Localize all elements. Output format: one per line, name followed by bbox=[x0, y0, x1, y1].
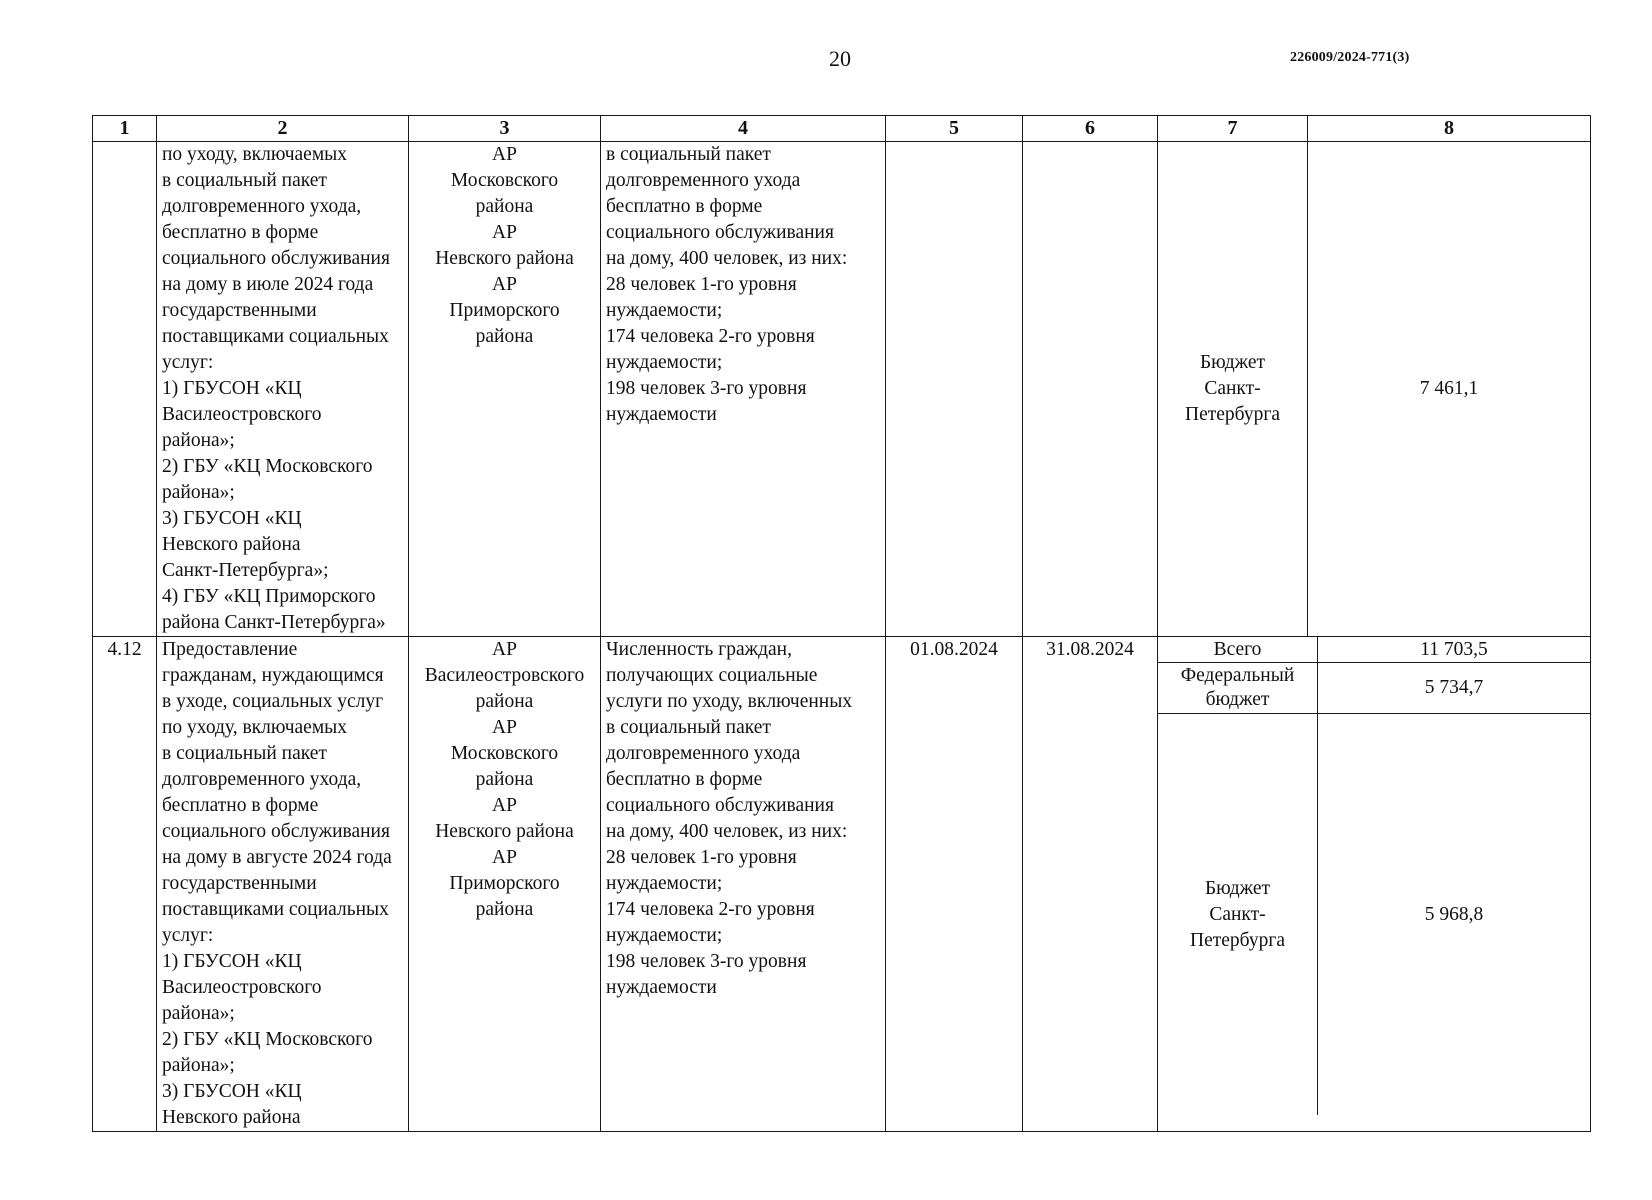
funding-amounts bbox=[1318, 637, 1590, 1115]
column-header-2: 2 bbox=[157, 116, 409, 142]
document-code: 226009/2024-771(3) bbox=[1290, 50, 1410, 65]
row1-funding-source: Бюджет Санкт- Петербурга bbox=[1158, 142, 1308, 637]
row2-indicator: Численность граждан, получающих социальные услуги по уходу, включенных в социальный пакет долговременного ухода бесплатно в форме социального обслуживания на дому, 400 человек, из них: 28 человек 1-го уровня нуждаемости; 174 человека 2-го уровня нуждаемости; 198 человек 3-го уровня нуждаемости bbox=[601, 637, 886, 1132]
column-header-1: 1 bbox=[93, 116, 157, 142]
row1-amount: 7 461,1 bbox=[1308, 142, 1591, 637]
funding-amount-federal: 5 734,7 bbox=[1318, 663, 1590, 714]
funding-amount-total: 11 703,5 bbox=[1318, 637, 1590, 663]
row2-start-date: 01.08.2024 bbox=[886, 637, 1023, 1132]
row1-description: по уходу, включаемых в социальный пакет долговременного ухода, бесплатно в форме социального обслуживания на дому в июле 2024 года государственными поставщиками социальных услуг: 1) ГБУСОН «КЦ Василеостровского района»; 2) ГБУ «КЦ Московского района»; 3) ГБУСОН «КЦ Невского района Санкт-Петербурга»; 4) ГБУ «КЦ Приморского района Санкт-Петербурга» bbox=[157, 142, 409, 637]
funding-source-spb: Бюджет Санкт- Петербурга bbox=[1190, 877, 1285, 951]
row2-end-date: 31.08.2024 bbox=[1023, 637, 1158, 1132]
row2-number: 4.12 bbox=[93, 637, 157, 1132]
column-header-7: 7 bbox=[1158, 116, 1308, 142]
funding-source-total: Всего bbox=[1158, 637, 1317, 663]
row2-responsible: АР Василеостровского района АР Московского района АР Невского района АР Приморского района bbox=[409, 637, 601, 1132]
row1-end-date bbox=[1023, 142, 1158, 637]
plan-table bbox=[92, 115, 1591, 1132]
funding-sources bbox=[1158, 637, 1318, 1115]
row1-indicator: в социальный пакет долговременного ухода бесплатно в форме социального обслуживания на дому, 400 человек, из них: 28 человек 1-го уровня нуждаемости; 174 человека 2-го уровня нуждаемости; 198 человек 3-го уровня нуждаемости bbox=[601, 142, 886, 637]
row2-description: Предоставление гражданам, нуждающимся в уходе, социальных услуг по уходу, включаемых в социальный пакет долговременного ухода, бесплатно в форме социального обслуживания на дому в августе 2024 года государственными поставщиками социальных услуг: 1) ГБУСОН «КЦ Василеостровского района»; 2) ГБУ «КЦ Московского района»; 3) ГБУСОН «КЦ Невского района bbox=[157, 637, 409, 1132]
header-row bbox=[93, 116, 1591, 142]
funding-amount-spb: 5 968,8 bbox=[1424, 903, 1484, 925]
row1-number bbox=[93, 142, 157, 637]
column-header-4: 4 bbox=[601, 116, 886, 142]
funding-source-federal: Федеральный бюджет bbox=[1158, 663, 1317, 714]
table-row bbox=[93, 637, 1591, 1132]
row1-responsible: АР Московского района АР Невского района АР Приморского района bbox=[409, 142, 601, 637]
table-row bbox=[93, 142, 1591, 637]
column-header-8: 8 bbox=[1308, 116, 1591, 142]
page-number: 20 bbox=[829, 46, 851, 71]
row2-funding-block bbox=[1158, 637, 1591, 1132]
column-header-5: 5 bbox=[886, 116, 1023, 142]
column-header-6: 6 bbox=[1023, 116, 1158, 142]
column-header-3: 3 bbox=[409, 116, 601, 142]
row1-start-date bbox=[886, 142, 1023, 637]
funding-split bbox=[1158, 637, 1590, 1115]
